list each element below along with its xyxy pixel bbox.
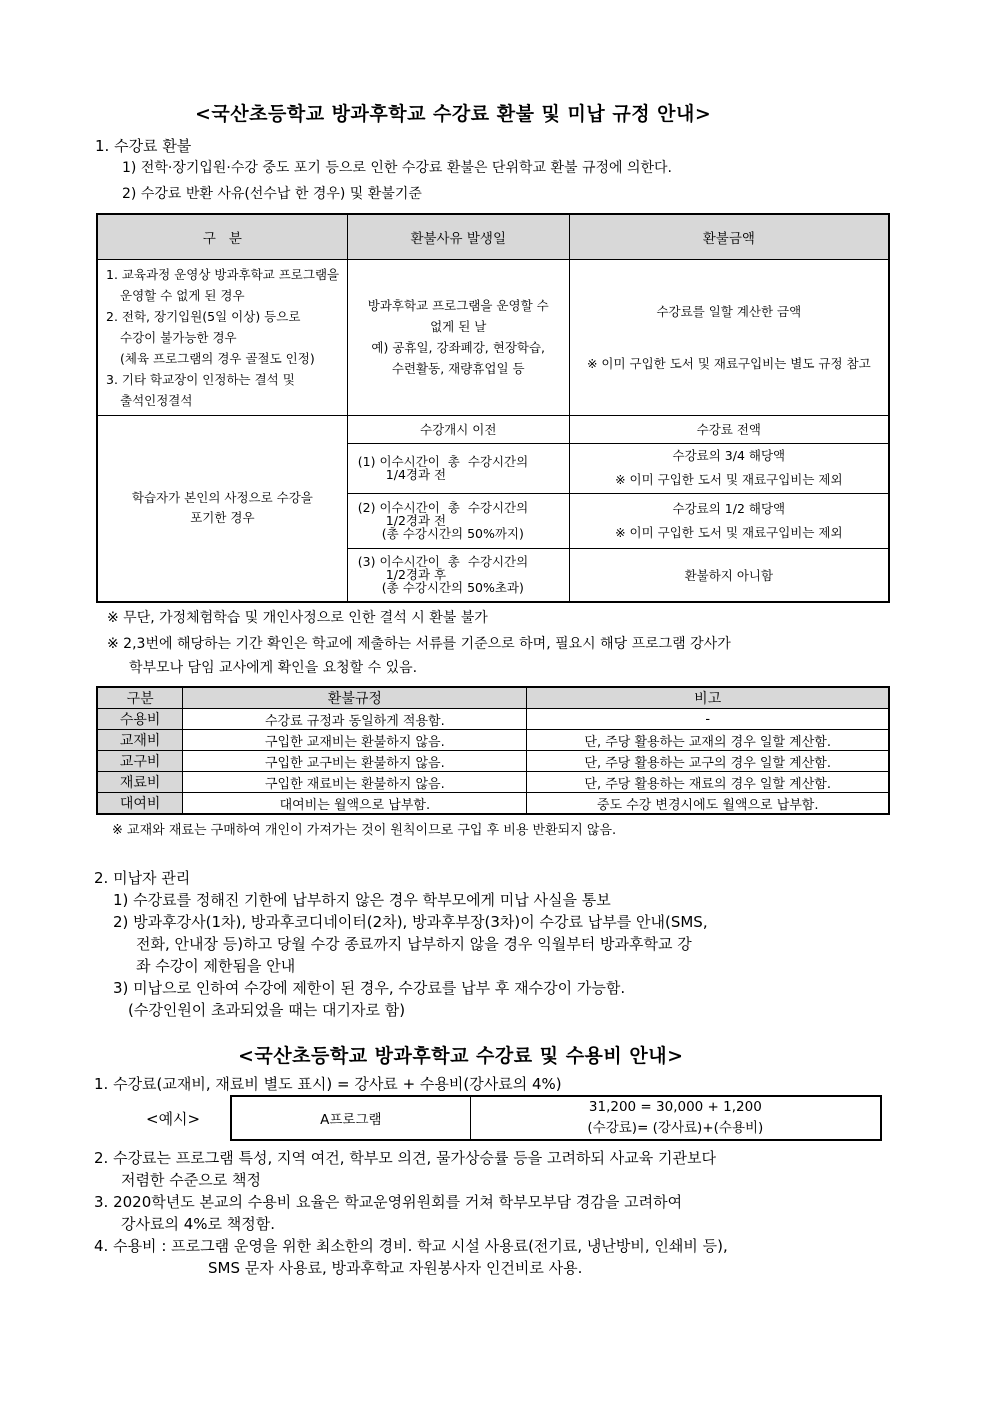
- fee-item4-line2: SMS 문자 사용료, 방과후학교 자원봉사자 인건비로 사용.: [208, 1259, 583, 1277]
- header-rule: 환불규정: [183, 687, 527, 709]
- option2-date: [347, 493, 569, 548]
- fee-remark: -: [527, 709, 889, 730]
- option1-date: [347, 443, 569, 493]
- fee-guide-title: <국산초등학교 방과후학교 수강료 및 수용비 안내>: [238, 1045, 684, 1067]
- section2-item1: 1) 수강료를 정해진 기한에 납부하지 않은 경우 학부모에게 미납 사실을 통보: [113, 891, 611, 909]
- fee-example-table: [230, 1095, 882, 1141]
- section1-item2: 2) 수강료 반환 사유(선수납 한 경우) 및 환불기준: [122, 186, 422, 202]
- fee-refund-rule-table: [96, 686, 890, 815]
- option2-date-line: 1/2경과 전: [385, 513, 447, 528]
- section2-item3-line2: (수강인원이 초과되었을 때는 대기자로 함): [128, 1001, 406, 1019]
- fee-remark: 단, 주당 활용하는 교구의 경우 일할 계산함.: [527, 751, 889, 772]
- option2-date-line: (총 수강시간의 50%까지): [381, 526, 524, 541]
- row2-category-text: 학습자가 본인의 사정으로 수강을 포기한 경우: [131, 490, 313, 526]
- fee-rule: 구입한 교재비는 환불하지 않음.: [183, 730, 527, 751]
- option2-amount-note: ※ 이미 구입한 도서 및 재료구입비는 제외: [615, 524, 843, 540]
- row1-category-line: 출석인정결석: [120, 392, 193, 408]
- header-type: 구분: [97, 687, 183, 709]
- option0-date: 수강개시 이전: [347, 415, 569, 443]
- fee-type: 대여비: [97, 793, 183, 815]
- option2-amount-text: 수강료의 1/2 해당액: [672, 500, 786, 516]
- refund-criteria-table: [96, 213, 890, 603]
- table-row: [97, 730, 889, 751]
- option1-amount-text: 수강료의 3/4 해당액: [672, 448, 786, 463]
- row1-date-line: 방과후학교 프로그램을 운영할 수: [367, 298, 549, 313]
- example-legend: (수강료)= (강사료)+(수용비): [587, 1120, 764, 1136]
- row1-date-line: 예) 공휴일, 강좌폐강, 현장학습,: [371, 340, 546, 355]
- note-absence: ※ 무단, 가정체험학습 및 개인사정으로 인한 결석 시 환불 불가: [107, 610, 488, 626]
- row1-amount: [569, 259, 889, 415]
- header-date: 환불사유 발생일: [347, 214, 569, 259]
- section1-heading: 1. 수강료 환불: [95, 137, 192, 155]
- option2-date-line: (2) 이수시간이 총 수강시간의: [357, 500, 529, 515]
- note-verification-line1: ※ 2,3번에 해당하는 기간 확인은 학교에 제출하는 서류를 기준으로 하며, 필요시 해당 프로그램 강사가: [107, 636, 731, 652]
- fee-remark: 단, 주당 활용하는 교재의 경우 일할 계산함.: [527, 730, 889, 751]
- section2-item3-line1: 3) 미납으로 인하여 수강에 제한이 된 경우, 수강료를 납부 후 재수강이 가능함.: [113, 979, 626, 997]
- section2-item2-line1: 2) 방과후강사(1차), 방과후코디네이터(2차), 방과후부장(3차)이 수강료 납부를 안내(SMS,: [113, 913, 708, 931]
- fee-rule: 구입한 재료비는 환불하지 않음.: [183, 772, 527, 793]
- row1-category: [97, 259, 347, 415]
- fee-type: 교재비: [97, 730, 183, 751]
- fee-rule: 구입한 교구비는 환불하지 않음.: [183, 751, 527, 772]
- table-row: [97, 709, 889, 730]
- header-amount: 환불금액: [569, 214, 889, 259]
- table-row: [97, 772, 889, 793]
- table-row: [97, 751, 889, 772]
- row1-date: [347, 259, 569, 415]
- fee-item4-line1: 4. 수용비 : 프로그램 운영을 위한 최소한의 경비. 학교 시설 사용료(전기료, 냉난방비, 인쇄비 등),: [94, 1237, 728, 1255]
- option3-date-line: 1/2경과 후: [385, 567, 447, 583]
- option1-amount-note: ※ 이미 구입한 도서 및 재료구입비는 제외: [615, 472, 843, 487]
- fee-item3-line2: 강사료의 4%로 책정함.: [121, 1215, 276, 1233]
- fee-item1: 1. 수강료(교재비, 재료비 별도 표시) = 강사료 + 수용비(강사료의 4%): [94, 1075, 562, 1093]
- option2-amount: [569, 493, 889, 548]
- fee-type: 수용비: [97, 709, 183, 730]
- example-formula-cell: [470, 1096, 881, 1140]
- refund-policy-title: <국산초등학교 방과후학교 수강료 환불 및 미납 규정 안내>: [195, 103, 712, 125]
- fee-item3-line1: 3. 2020학년도 본교의 수용비 요율은 학교운영위원회를 거쳐 학부모부담 경감을 고려하여: [94, 1193, 683, 1211]
- fee-item2-line1: 2. 수강료는 프로그램 특성, 지역 여건, 학부모 의견, 물가상승률 등을 고려하되 사교육 기관보다: [94, 1149, 716, 1167]
- option3-amount: 환불하지 아니함: [569, 548, 889, 602]
- row1-amount-note: ※ 이미 구입한 도서 및 재료구입비는 별도 규정 참고: [586, 356, 871, 371]
- example-program: A프로그램: [231, 1096, 470, 1140]
- note-verification-line2: 학부모나 담임 교사에게 확인을 요청할 수 있음.: [129, 660, 418, 676]
- header-remark: 비고: [527, 687, 889, 709]
- fee-rule: 대여비는 월액으로 납부함.: [183, 793, 527, 815]
- fee-type: 재료비: [97, 772, 183, 793]
- option3-date-line: (총 수강시간의 50%초과): [381, 580, 524, 596]
- row1-date-line: 수련활동, 재량휴업일 등: [391, 361, 525, 376]
- table-row: [97, 793, 889, 815]
- row1-category-line: 3. 기타 학교장이 인정하는 결석 및: [106, 371, 295, 387]
- header-category: 구 분: [97, 214, 347, 259]
- option0-amount: 수강료 전액: [569, 415, 889, 443]
- fee-rule: 수강료 규정과 동일하게 적용함.: [183, 709, 527, 730]
- section2-item2-line2: 전화, 안내장 등)하고 당월 수강 종료까지 납부하지 않을 경우 익월부터 방과후학교 강: [136, 935, 692, 953]
- row1-amount-text: 수강료를 일할 계산한 금액: [656, 304, 802, 319]
- row1-category-line: 1. 교육과정 운영상 방과후학교 프로그램을: [106, 266, 340, 282]
- section1-item1: 1) 전학·장기입원·수강 중도 포기 등으로 인한 수강료 환불은 단위학교 환불 규정에 의한다.: [122, 160, 673, 176]
- section2-heading: 2. 미납자 관리: [94, 869, 191, 887]
- row1-category-line: 수강이 불가능한 경우: [120, 329, 237, 345]
- section2-item2-line3: 좌 수강이 제한됨을 안내: [136, 957, 296, 975]
- fee-type: 교구비: [97, 751, 183, 772]
- example-formula: 31,200 = 30,000 + 1,200: [588, 1099, 762, 1115]
- option1-date-line: 1/4경과 전: [385, 467, 447, 482]
- fee-table-footnote: ※ 교재와 재료는 구매하여 개인이 가져가는 것이 원칙이므로 구입 후 비용 반환되지 않음.: [112, 823, 617, 838]
- option1-amount: [569, 443, 889, 493]
- option1-date-line: (1) 이수시간이 총 수강시간의: [357, 454, 529, 469]
- row1-category-line: 운영할 수 없게 된 경우: [120, 287, 245, 303]
- row1-category-line: 2. 전학, 장기입원(5일 이상) 등으로: [106, 308, 301, 324]
- row1-date-line: 없게 된 날: [430, 319, 487, 334]
- row1-category-line: (체육 프로그램의 경우 골절도 인정): [120, 350, 315, 366]
- fee-item2-line2: 저렴한 수준으로 책정: [121, 1171, 261, 1189]
- fee-remark: 단, 주당 활용하는 재료의 경우 일할 계산함.: [527, 772, 889, 793]
- example-label: <예시>: [146, 1110, 201, 1128]
- fee-remark: 중도 수강 변경시에도 월액으로 납부함.: [527, 793, 889, 815]
- row2-category: [97, 415, 347, 602]
- option3-date: [347, 548, 569, 602]
- option3-date-line: (3) 이수시간이 총 수강시간의: [357, 554, 529, 570]
